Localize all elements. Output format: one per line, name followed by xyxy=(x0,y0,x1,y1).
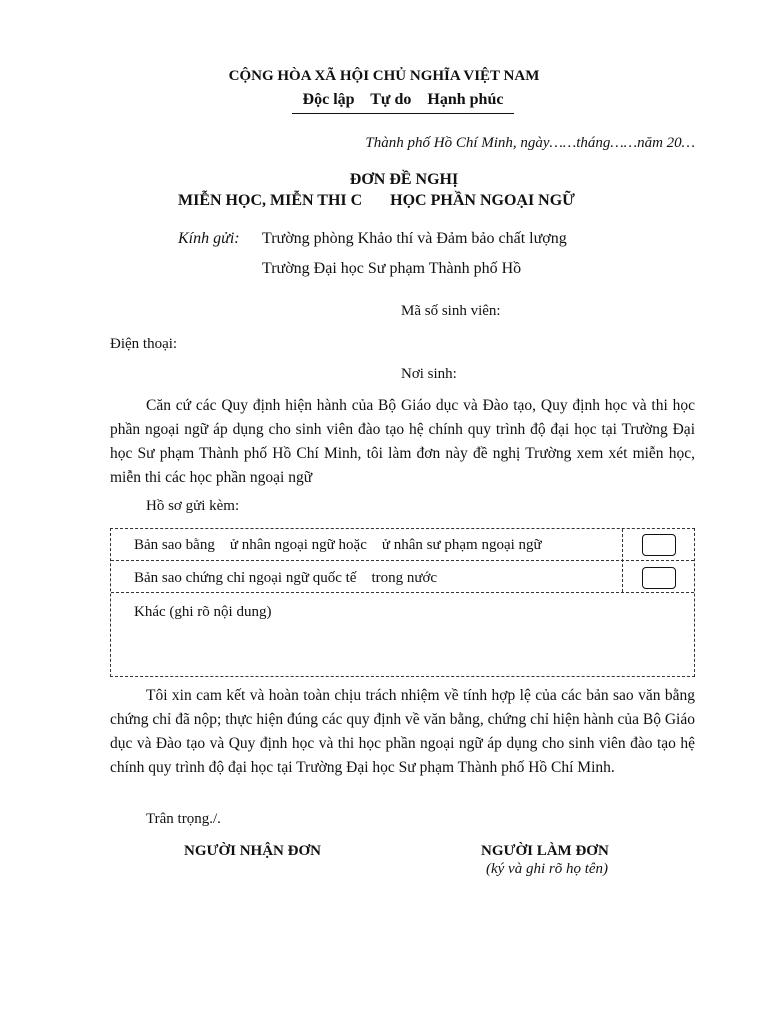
student-id-label: Mã số sinh viên: xyxy=(401,303,501,319)
motto: Độc lập Tự do Hạnh phúc xyxy=(302,91,504,108)
receiver-signature-label: NGƯỜI NHẬN ĐƠN xyxy=(184,843,321,859)
document-title: ĐƠN ĐỀ NGHỊ xyxy=(349,171,459,188)
attachment-row-certificate: Bản sao chứng chỉ ngoại ngữ quốc tế trong nước xyxy=(134,570,438,586)
checkbox-certificate[interactable] xyxy=(642,567,676,589)
phone-label: Điện thoại: xyxy=(110,336,178,352)
recipient-label: Kính gửi: xyxy=(178,230,240,247)
motto-underline xyxy=(292,113,514,114)
table-divider-vertical xyxy=(622,529,623,592)
request-paragraph: Căn cứ các Quy định hiện hành của Bộ Giáo dục và Đào tạo, Quy định học và thi học phần ngoại ngữ áp dụng cho sinh viên đào tạo hệ chính quy trình độ đại học tại Trường Đại học Sư phạm Thành phố Hồ Chí Minh, tôi làm đơn này đề nghị Trường xem xét miễn học, miễn thi các học phần ngoại ngữ xyxy=(110,397,695,486)
table-divider xyxy=(111,592,694,593)
checkbox-degree[interactable] xyxy=(642,534,676,556)
attachments-table xyxy=(110,528,695,677)
table-divider xyxy=(111,560,694,561)
applicant-signature-label: NGƯỜI LÀM ĐƠN xyxy=(481,843,609,859)
document-subtitle: MIỄN HỌC, MIỄN THI C HỌC PHẦN NGOẠI NGỮ xyxy=(178,192,575,209)
recipient-line-2: Trường Đại học Sư phạm Thành phố Hồ xyxy=(262,260,522,277)
recipient-line-1: Trường phòng Khảo thí và Đảm bảo chất lượng xyxy=(262,230,567,247)
attachment-row-other: Khác (ghi rõ nội dung) xyxy=(134,604,272,620)
nation-header: CỘNG HÒA XÃ HỘI CHỦ NGHĨA VIỆT NAM xyxy=(228,68,540,84)
attachment-row-degree: Bản sao bằng ử nhân ngoại ngữ hoặc ử nhân sư phạm ngoại ngữ xyxy=(134,537,542,553)
birthplace-label: Nơi sinh: xyxy=(401,366,457,382)
closing: Trân trọng./. xyxy=(146,811,221,827)
commitment-paragraph: Tôi xin cam kết và hoàn toàn chịu trách nhiệm về tính hợp lệ của các bản sao văn bằng chứng chỉ đã nộp; thực hiện đúng các quy định về văn bằng, chứng chỉ hiện hành của Bộ Giáo dục và Đào tạo và Quy định học và thi học phần ngoại ngữ áp dụng cho sinh viên đào tạo hệ chính quy trình độ đại học tại Trường Đại học Sư phạm Thành phố Hồ Chí Minh. xyxy=(110,687,695,776)
applicant-signature-note: (ký và ghi rõ họ tên) xyxy=(486,861,609,877)
attachments-label: Hồ sơ gửi kèm: xyxy=(146,498,240,514)
place-date: Thành phố Hồ Chí Minh, ngày……tháng……năm 20… xyxy=(365,135,695,151)
